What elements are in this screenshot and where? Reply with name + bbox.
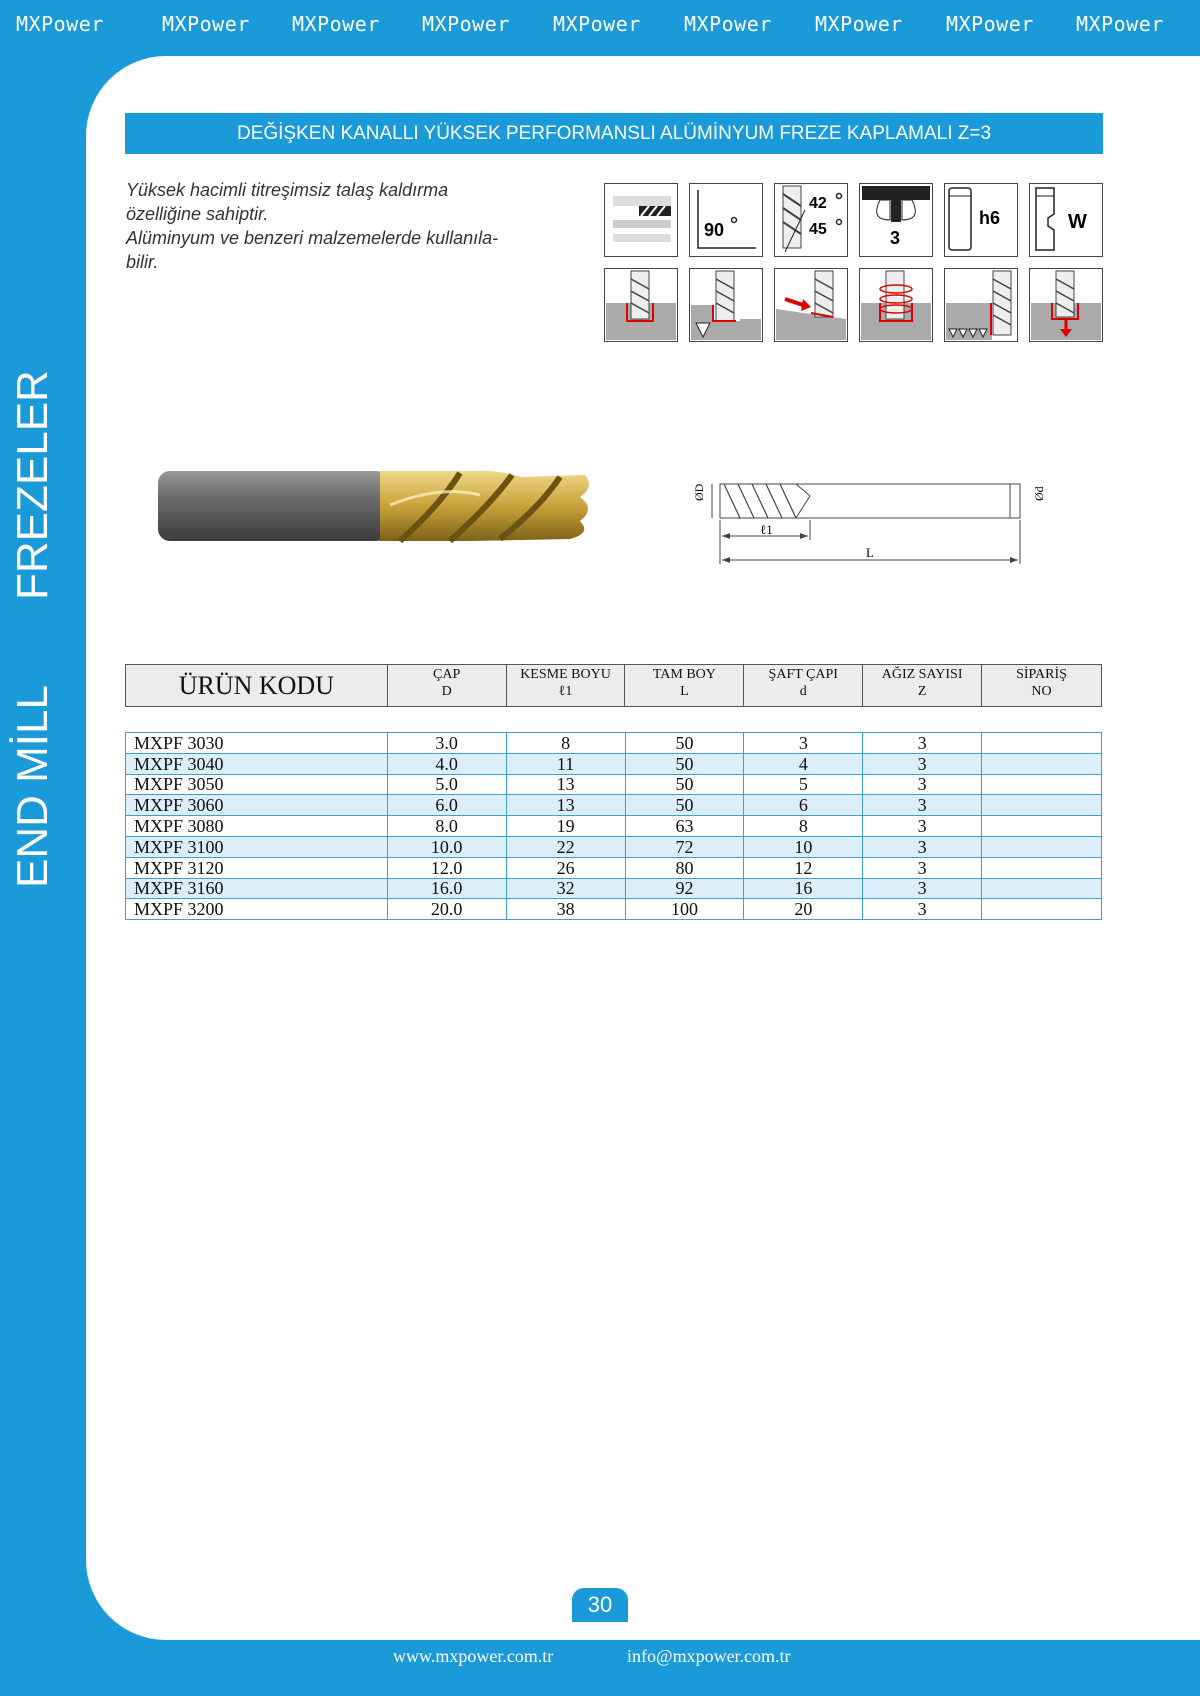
header-symbol: Z [917,684,927,699]
table-row [126,836,1102,857]
header-symbol: d [799,684,807,699]
table-row [126,795,1102,816]
brand-text: MXPower [815,12,903,36]
cell-total-length: 100 [625,899,744,920]
cell-diameter: 16.0 [387,878,506,899]
angle-value: 90 [704,220,725,240]
cell-order-no[interactable] [982,774,1102,795]
tolerance-icon [944,183,1018,257]
product-title: DEĞİŞKEN KANALLI YÜKSEK PERFORMANSLI ALÜMİNYUM FREZE KAPLAMALI Z=3 [125,113,1103,154]
brand-text: MXPower [16,12,104,36]
header-shank-diameter [744,665,863,707]
cell-code: MXPF 3200 [126,899,388,920]
cell-diameter: 20.0 [387,899,506,920]
cell-order-no[interactable] [982,795,1102,816]
cell-shank-diameter: 10 [744,836,863,857]
cell-shank-diameter: 8 [744,816,863,837]
ramping-icon [774,268,848,342]
header-diameter [387,665,506,707]
shank-type-icon [1029,183,1103,257]
cell-shank-diameter: 6 [744,795,863,816]
cell-order-no[interactable] [982,857,1102,878]
cell-total-length: 50 [625,774,744,795]
cell-flute-count: 3 [863,857,982,878]
cell-shank-diameter: 5 [744,774,863,795]
slotting-icon [604,268,678,342]
side-title-frezeler: FREZELER [8,370,57,600]
cell-cutting-length: 32 [506,878,625,899]
cell-total-length: 80 [625,857,744,878]
header-text: AĞIZ SAYISI [881,667,963,682]
header-text: KESME BOYU [520,667,611,682]
cell-order-no[interactable] [982,836,1102,857]
cell-order-no[interactable] [982,899,1102,920]
brand-text: MXPower [422,12,510,36]
cell-flute-count: 3 [863,795,982,816]
side-title-end-mill: END MİLL [8,685,57,888]
flute-count-value: 3 [890,228,901,248]
email-link[interactable]: info@mxpower.com.tr [627,1646,791,1666]
cell-code: MXPF 3030 [126,733,388,754]
header-order-no [982,665,1102,707]
cell-diameter: 5.0 [387,774,506,795]
cell-diameter: 6.0 [387,795,506,816]
cell-cutting-length: 11 [506,753,625,774]
end-mill-photo [140,445,600,575]
header-symbol: NO [1031,684,1052,699]
table-row [126,899,1102,920]
finishing-icon [944,268,1018,342]
table-row [126,816,1102,837]
product-description [126,178,556,274]
header-text: ÜRÜN KODU [178,671,334,700]
shank-type-value: W [1068,211,1087,233]
header-row [126,665,1102,707]
brand-text: MXPower [292,12,380,36]
cell-total-length: 50 [625,733,744,754]
total-length-label: L [866,545,874,560]
helix-top-value: 42 [809,195,827,212]
cell-code: MXPF 3100 [126,836,388,857]
cell-total-length: 50 [625,795,744,816]
header-text: SİPARİŞ [1016,667,1067,682]
cell-shank-diameter: 16 [744,878,863,899]
brand-text: MXPower [553,12,641,36]
table-row [126,753,1102,774]
description-line: bilir. [126,252,159,272]
cell-diameter: 3.0 [387,733,506,754]
description-line: Yüksek hacimli titreşimsiz talaş kaldırma [126,180,449,200]
cell-code: MXPF 3120 [126,857,388,878]
table-row [126,774,1102,795]
cell-code: MXPF 3080 [126,816,388,837]
cell-diameter: 8.0 [387,816,506,837]
product-table [125,732,1102,920]
cell-total-length: 63 [625,816,744,837]
tolerance-value: h6 [979,208,1001,228]
helical-interpolation-icon [859,268,933,342]
cell-code: MXPF 3160 [126,878,388,899]
header-symbol: D [441,684,452,699]
cell-flute-count: 3 [863,816,982,837]
header-total-length [625,665,744,707]
header-flute-count [863,665,982,707]
top-brand-bar [0,0,1200,56]
header-text: ÇAP [433,667,461,682]
end-mill-drawing [680,470,1060,580]
cell-order-no[interactable] [982,733,1102,754]
cell-total-length: 72 [625,836,744,857]
cell-shank-diameter: 20 [744,899,863,920]
cell-flute-count: 3 [863,836,982,857]
cell-total-length: 92 [625,878,744,899]
website-link[interactable]: www.mxpower.com.tr [393,1646,554,1666]
shank-diameter-label: Ød [1032,486,1046,501]
cell-cutting-length: 22 [506,836,625,857]
cell-total-length: 50 [625,753,744,774]
angle-icon [689,183,763,257]
brand-text: MXPower [162,12,250,36]
cell-code: MXPF 3060 [126,795,388,816]
flute-count-icon [859,183,933,257]
header-text: ŞAFT ÇAPI [768,667,838,682]
helix-angle-icon [774,183,848,257]
cell-flute-count: 3 [863,899,982,920]
brand-text: MXPower [684,12,772,36]
header-cutting-length [506,665,625,707]
cell-diameter: 12.0 [387,857,506,878]
header-symbol: ℓ1 [558,684,573,699]
cell-shank-diameter: 12 [744,857,863,878]
cell-cutting-length: 26 [506,857,625,878]
brand-text: MXPower [1076,12,1164,36]
cell-cutting-length: 19 [506,816,625,837]
brand-text: MXPower [946,12,1034,36]
description-line: özelliğine sahiptir. [126,204,269,224]
plunging-icon [1029,268,1103,342]
cell-flute-count: 3 [863,878,982,899]
side-milling-icon [689,268,763,342]
cell-flute-count: 3 [863,753,982,774]
cell-order-no[interactable] [982,816,1102,837]
cell-cutting-length: 38 [506,899,625,920]
page-number: 30 [572,1588,628,1622]
cell-code: MXPF 3040 [126,753,388,774]
description-line: Alüminyum ve benzeri malzemelerde kullanıla- [126,228,499,248]
cell-shank-diameter: 3 [744,733,863,754]
cell-shank-diameter: 4 [744,753,863,774]
helix-bottom-value: 45 [809,221,827,238]
cell-code: MXPF 3050 [126,774,388,795]
cell-cutting-length: 13 [506,795,625,816]
coating-icon [604,183,678,257]
cell-order-no[interactable] [982,878,1102,899]
cell-cutting-length: 8 [506,733,625,754]
diameter-D-label: ØD [692,483,706,501]
cutting-length-label: ℓ1 [760,522,773,537]
cell-cutting-length: 13 [506,774,625,795]
header-text: TAM BOY [652,667,716,682]
header-product-code [126,665,388,707]
side-title [0,360,86,900]
cell-diameter: 10.0 [387,836,506,857]
table-row [126,857,1102,878]
product-table-header [125,664,1102,707]
table-row [126,878,1102,899]
table-row [126,733,1102,754]
cell-flute-count: 3 [863,774,982,795]
cell-flute-count: 3 [863,733,982,754]
cell-diameter: 4.0 [387,753,506,774]
cell-order-no[interactable] [982,753,1102,774]
header-symbol: L [680,684,689,699]
